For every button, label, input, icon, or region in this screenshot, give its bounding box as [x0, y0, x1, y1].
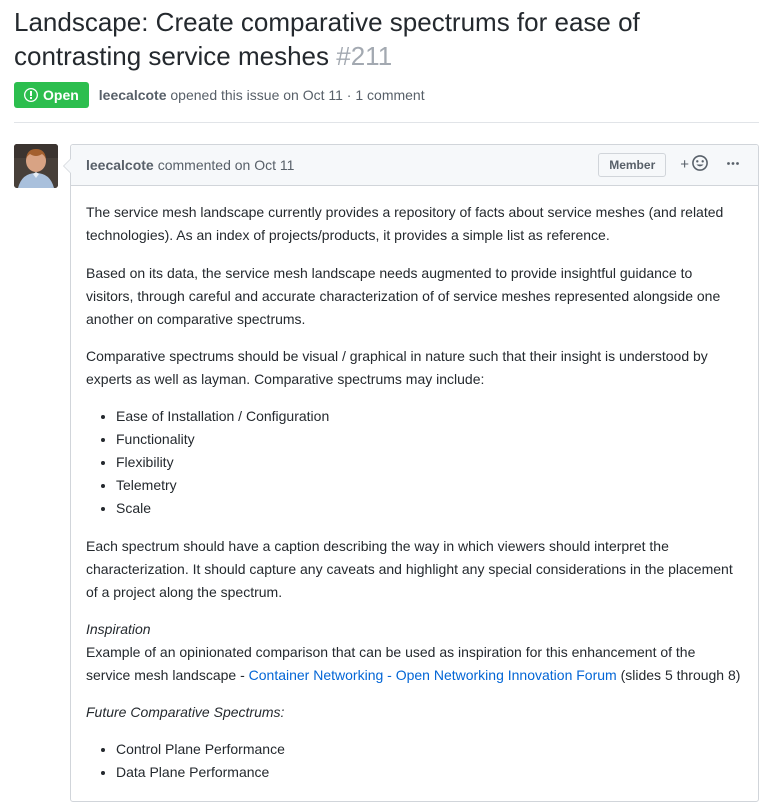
- list-item: • Scale: [116, 497, 743, 520]
- issue-page: [0, 6, 773, 802]
- comment-body: [71, 186, 758, 801]
- issue-meta-row: [14, 82, 759, 123]
- smiley-icon: [691, 154, 709, 175]
- list-item: • Telemetry: [116, 474, 743, 497]
- paragraph: Based on its data, the service mesh landscape needs augmented to provide insightful guidance to visitors, through careful and accurate characterization of of service meshes represented alongside one another on comparative spectrums.: [86, 264, 721, 327]
- issue-opened-text: opened this issue on Oct 11 · 1 comment: [170, 86, 425, 103]
- kebab-menu-button[interactable]: [723, 155, 743, 174]
- inspiration-paragraph: [86, 618, 743, 687]
- list-item: • Control Plane Performance: [116, 738, 743, 761]
- kebab-horizontal-icon: [725, 155, 741, 174]
- comment-header: [71, 145, 758, 187]
- avatar[interactable]: [14, 144, 58, 188]
- comment-header-actions: [598, 153, 743, 178]
- future-spectrum-list: [86, 738, 743, 784]
- comment-author-link[interactable]: leecalcote: [86, 156, 154, 173]
- list-item: • Flexibility: [116, 451, 743, 474]
- list-item: • Ease of Installation / Configuration: [116, 405, 743, 428]
- spectrum-list: [86, 405, 743, 520]
- comment-action-text: commented on Oct 11: [157, 156, 295, 173]
- comment: [70, 144, 759, 803]
- add-reaction-button[interactable]: [680, 154, 709, 175]
- issue-meta-text: [99, 87, 425, 103]
- list-item: • Functionality: [116, 428, 743, 451]
- issue-number: #211: [336, 40, 393, 71]
- list-item: • Data Plane Performance: [116, 761, 743, 784]
- future-spectrums-paragraph: [86, 701, 743, 724]
- example-text: Example of an opinionated comparison that can be used as inspiration for this enhancement of the service mesh landscape -: [86, 643, 696, 683]
- issue-opened-icon: [24, 87, 38, 103]
- issue-state-label: Open: [43, 86, 79, 103]
- member-badge: Member: [598, 153, 666, 178]
- inspiration-label: Inspiration: [86, 620, 151, 637]
- issue-state-badge: [14, 82, 89, 108]
- container-networking-link[interactable]: Container Networking - Open Networking Innovation Forum: [248, 666, 617, 683]
- issue-author-link[interactable]: leecalcote: [98, 86, 167, 103]
- paragraph: Comparative spectrums should be visual / graphical in nature such that their insight is understood by experts as well as layman. Comparative spectrums may include:: [86, 347, 708, 387]
- paragraph: Each spectrum should have a caption describing the way in which viewers should interpret the characterization. It should capture any caveats and highlight any special considerations in the placement of a project along the spectrum.: [86, 537, 733, 600]
- plus-icon: +: [680, 156, 689, 174]
- discussion-timeline: [14, 123, 759, 803]
- paragraph: The service mesh landscape currently provides a repository of facts about service meshes (and related technologies). As an index of projects/products, it provides a simple list as reference.: [86, 204, 724, 244]
- issue-title-text: Landscape: Create comparative spectrums for ease of contrasting service meshes: [14, 7, 640, 71]
- issue-title: [14, 6, 759, 74]
- example-text-suffix: (slides 5 through 8): [616, 666, 741, 683]
- future-spectrums-label: Future Comparative Spectrums:: [86, 704, 285, 721]
